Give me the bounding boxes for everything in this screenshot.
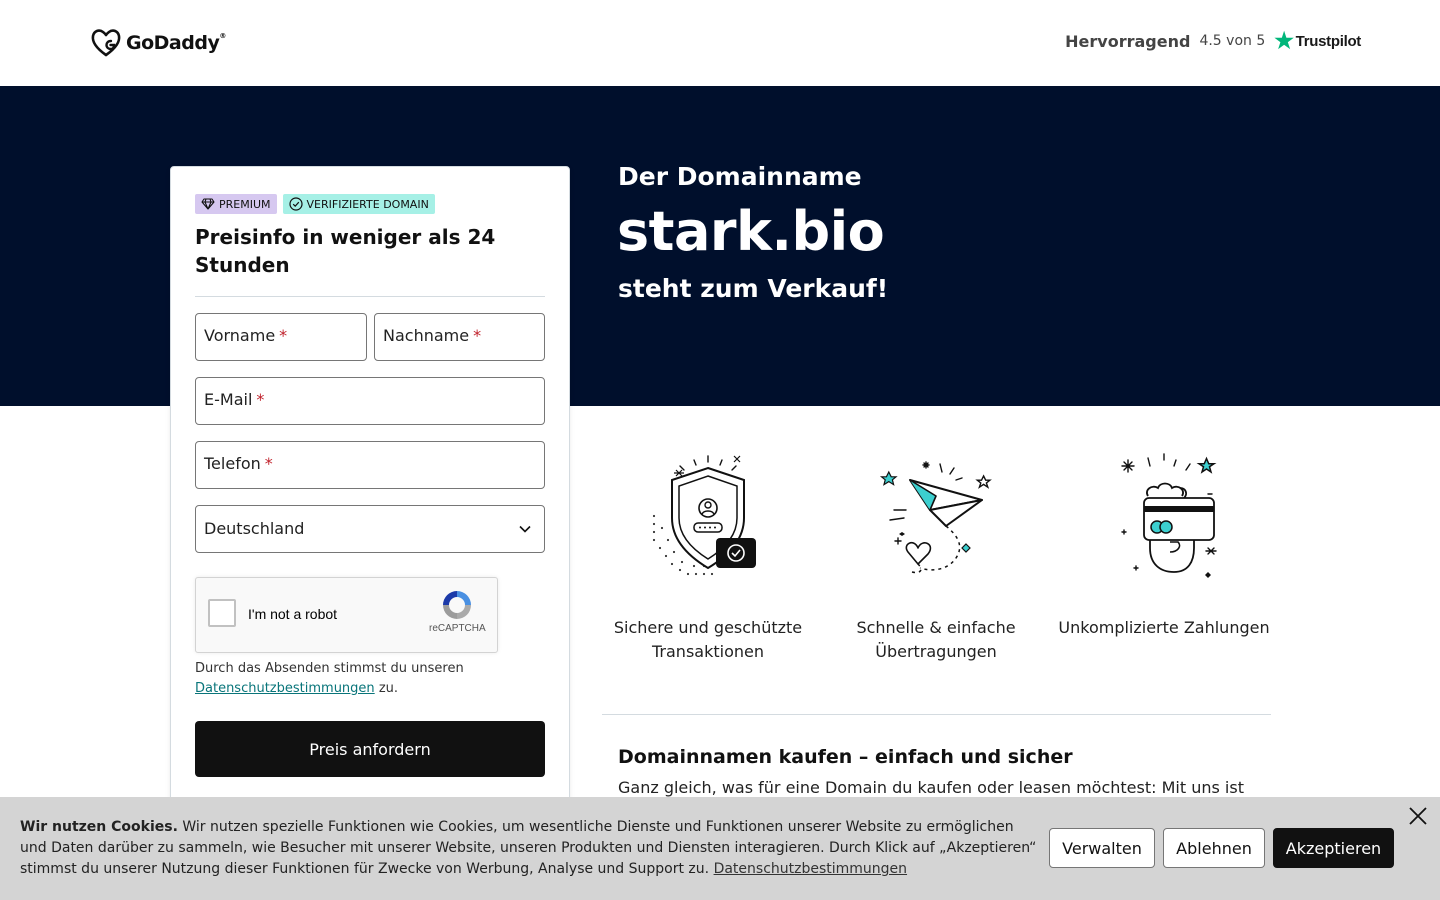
email-label: E-Mail * <box>204 390 265 409</box>
price-request-form <box>170 166 570 826</box>
email-field[interactable] <box>195 377 545 425</box>
premium-badge: PREMIUM <box>195 194 277 214</box>
feature-transfer-label: Schnelle & einfache Übertragungen <box>856 618 1016 661</box>
trustpilot-label: Trustpilot <box>1295 32 1361 50</box>
section-title: Domainnamen kaufen – einfach und sicher <box>618 746 1073 768</box>
credit-card-hand-icon <box>1094 448 1234 588</box>
feature-secure <box>594 448 822 664</box>
close-icon[interactable] <box>1408 806 1428 826</box>
godaddy-logo-icon <box>90 28 122 58</box>
request-price-button[interactable]: Preis anfordern <box>195 721 545 777</box>
hero-outro: steht zum Verkauf! <box>618 274 889 303</box>
manage-cookies-button[interactable]: Verwalten <box>1049 828 1155 868</box>
verified-badge: VERIFIZIERTE DOMAIN <box>283 194 435 214</box>
feature-secure-label: Sichere und geschützte Transaktionen <box>613 618 803 661</box>
hero-domain-name: stark.bio <box>617 200 885 263</box>
reject-cookies-button[interactable]: Ablehnen <box>1163 828 1265 868</box>
secure-shield-icon <box>638 448 778 588</box>
feature-transfer <box>822 448 1050 664</box>
first-name-field[interactable] <box>195 313 367 361</box>
feature-payments <box>1050 448 1278 640</box>
country-value: Deutschland <box>204 519 305 538</box>
recaptcha-label: I'm not a robot <box>248 606 338 622</box>
trustpilot-star-icon: ★ <box>1274 28 1294 53</box>
last-name-field[interactable] <box>374 313 545 361</box>
site-header <box>0 0 1440 86</box>
cookie-title: Wir nutzen Cookies. <box>20 819 178 835</box>
recaptcha-brand: reCAPTCHA <box>429 623 486 634</box>
cookie-banner <box>0 797 1440 900</box>
godaddy-logo[interactable] <box>90 28 226 58</box>
rating-word: Hervorragend <box>1065 31 1191 51</box>
diamond-icon <box>201 198 215 210</box>
last-name-label: Nachname * <box>383 326 482 345</box>
section-text: Ganz gleich, was für eine Domain du kaufen oder leasen möchtest: Mit uns ist <box>618 778 1244 797</box>
paper-plane-icon <box>866 448 1006 588</box>
check-circle-icon <box>289 197 303 211</box>
country-select[interactable] <box>195 505 545 553</box>
chevron-down-icon <box>518 522 532 536</box>
recaptcha-icon <box>440 588 474 622</box>
hero-intro: Der Domainname <box>618 162 862 191</box>
section-divider <box>602 714 1271 715</box>
rating-score: 4.5 von 5 <box>1199 33 1266 49</box>
privacy-link[interactable]: Datenschutzbestimmungen <box>195 681 375 696</box>
first-name-label: Vorname * <box>204 326 288 345</box>
phone-field[interactable] <box>195 441 545 489</box>
cookie-body: Wir nutzen spezielle Funktionen wie Cookies, um wesentliche Dienste und Funktionen unserer Website zu ermöglichen und Daten darüber zu sammeln, wie Besucher mit unserer Website, unseren Produkten und Diensten interagieren. Durch Klick auf „Akzeptieren“ stimmst du unserer Nutzung dieser Funktionen für Zwecke von Werbung, Analyse und Support zu. <box>20 819 1037 877</box>
logo-text: GoDaddy® <box>126 32 226 54</box>
accept-cookies-button[interactable]: Akzeptieren <box>1273 828 1394 868</box>
trustpilot-rating[interactable] <box>1065 30 1361 52</box>
feature-payments-label: Unkomplizierte Zahlungen <box>1058 618 1270 637</box>
trustpilot-logo <box>1274 30 1361 52</box>
form-divider <box>195 296 545 297</box>
cookie-privacy-link[interactable]: Datenschutzbestimmungen <box>713 861 908 877</box>
form-title: Preisinfo in weniger als 24 Stunden <box>195 225 496 277</box>
recaptcha-widget <box>195 577 498 653</box>
phone-label: Telefon * <box>204 454 273 473</box>
recaptcha-checkbox[interactable] <box>208 599 236 627</box>
domain-badges <box>195 194 435 214</box>
cookie-text <box>20 817 1040 880</box>
consent-text: Durch das Absenden stimmst du unseren Datenschutzbestimmungen zu. <box>195 661 464 696</box>
